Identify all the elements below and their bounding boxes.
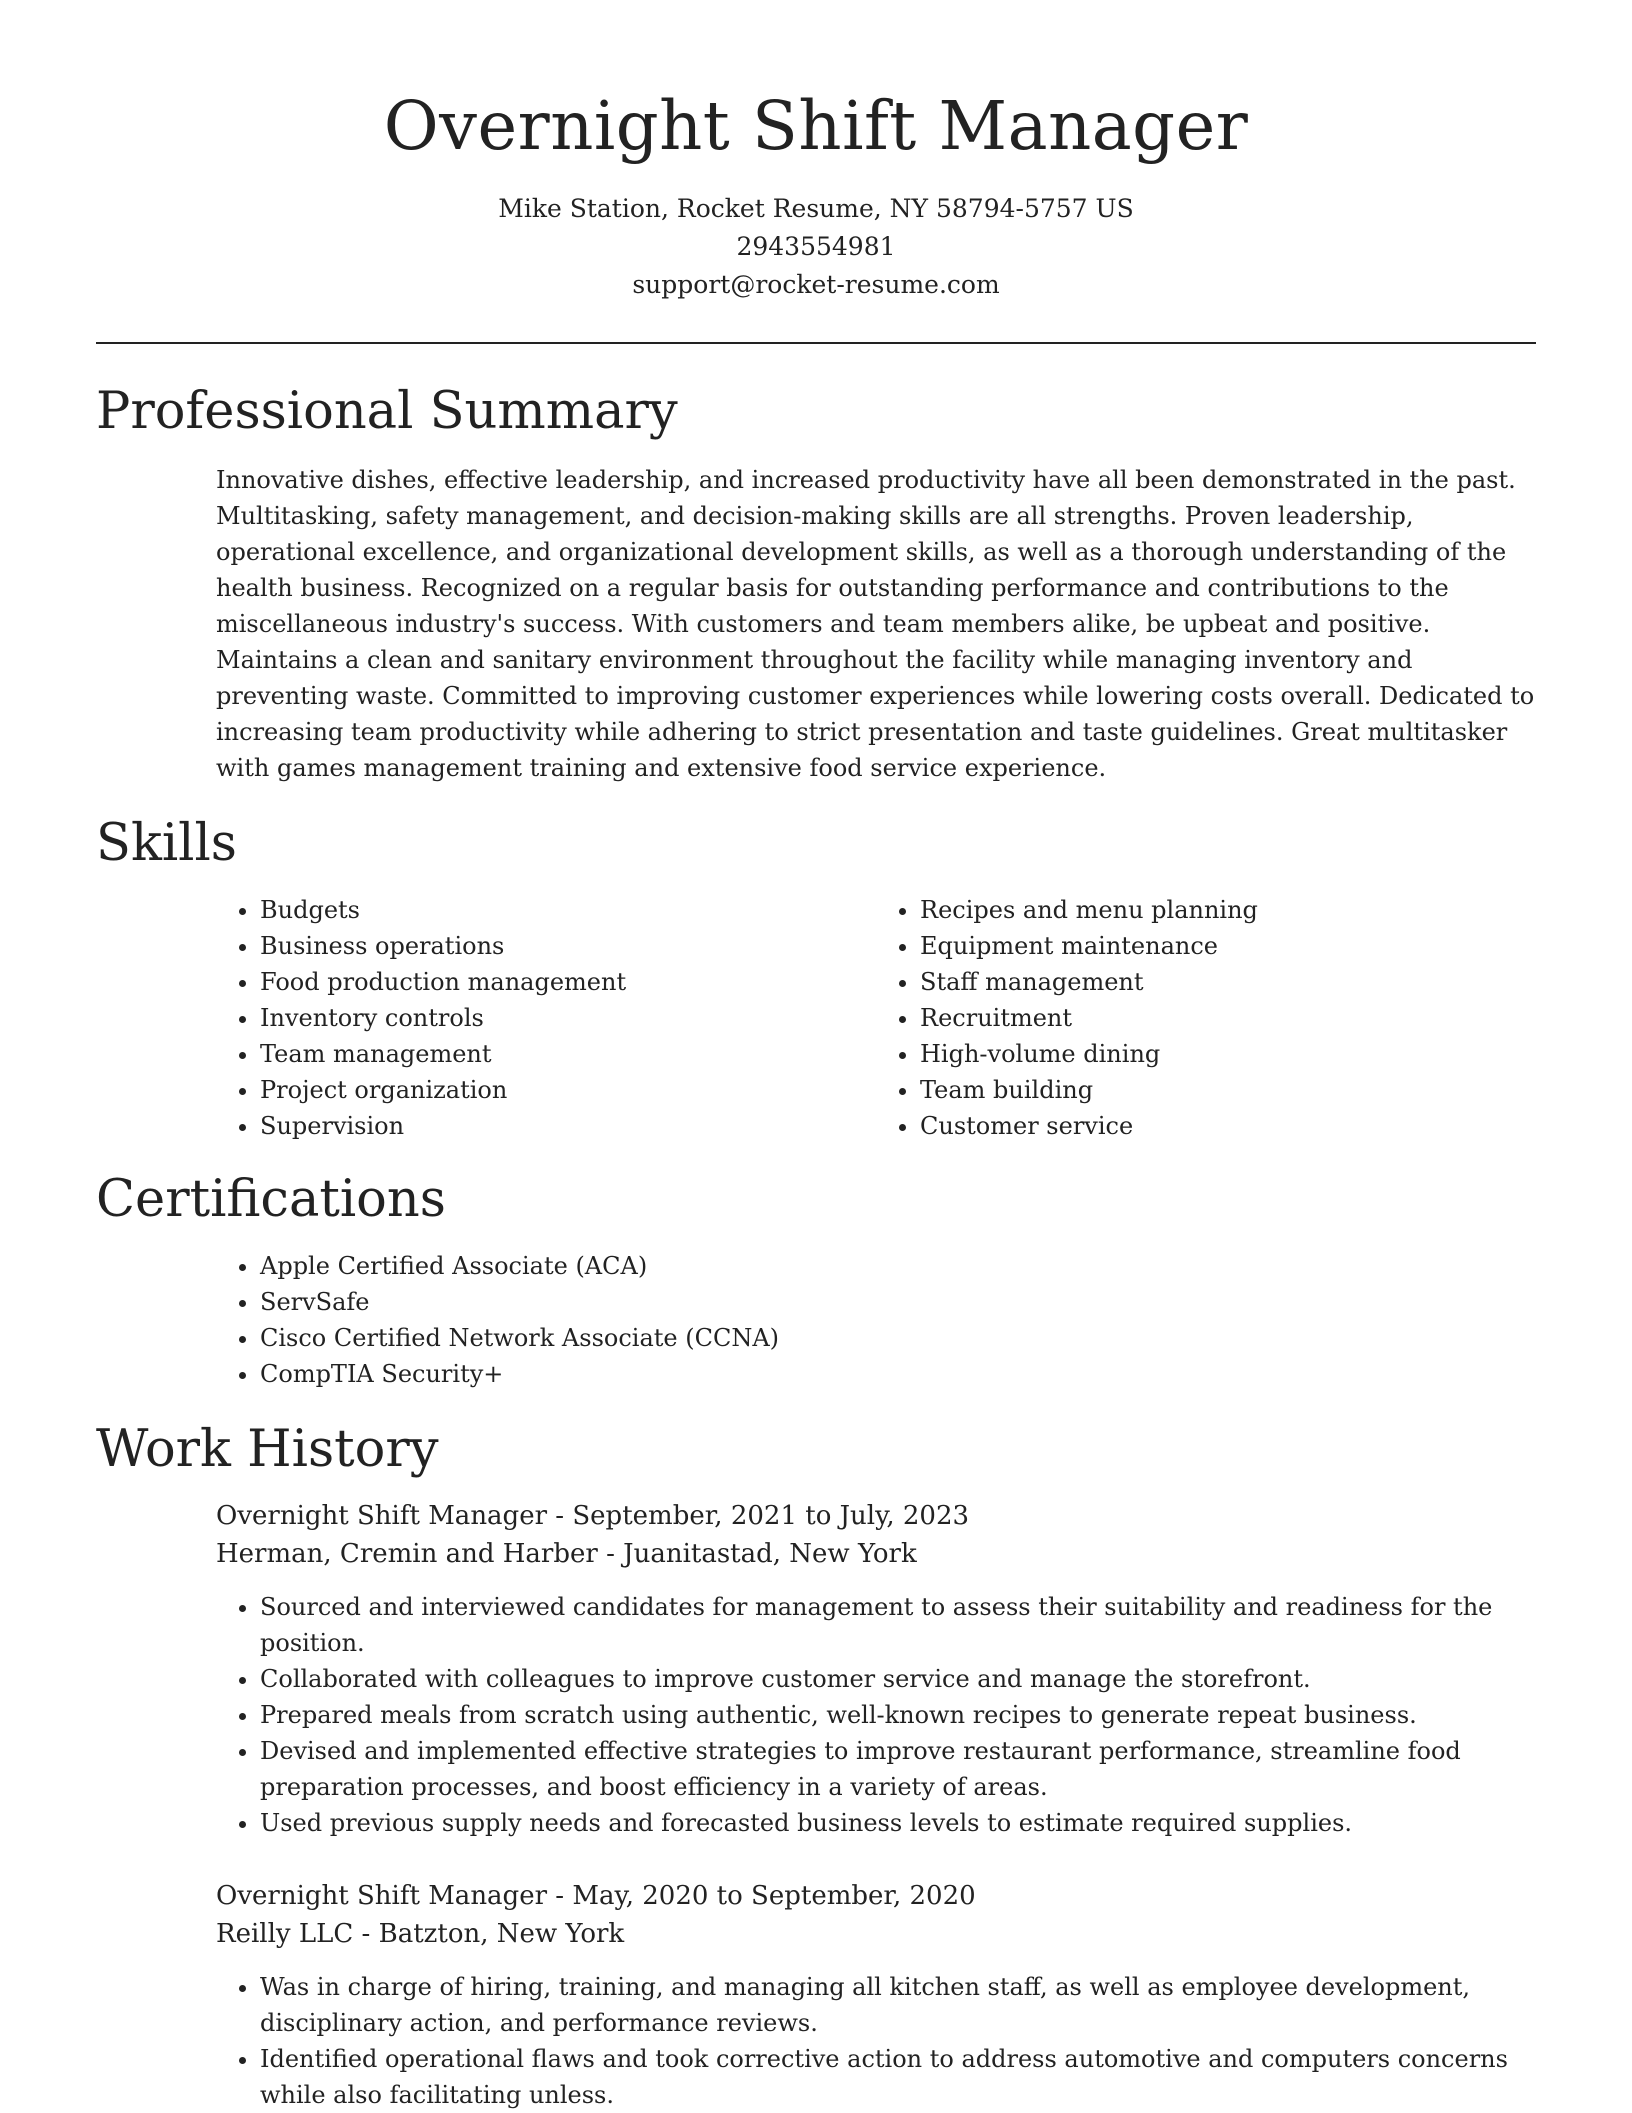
- header-divider: [96, 342, 1536, 344]
- certification-item: • ServSafe: [260, 1284, 910, 1320]
- summary-text: Innovative dishes, effective leadership, and increased productivity have all been demonstrated in the past. Multitasking, safety management, and decision-making skills are all strengths. Proven leadership, operational excellence, and organizational development skills, as well as a thorough understanding of the health business. Recognized on a regular basis for outstanding performance and contributions to the miscellaneous industry's success. With customers and team members alike, be upbeat and positive. Maintains a clean and sanitary environment throughout the facility while managing inventory and preventing waste. Committed to improving customer experiences while lowering costs overall. Dedicated to increasing team productivity while adhering to strict presentation and taste guidelines. Great multitasker with games management training and extensive food service experience.: [216, 466, 1535, 782]
- job-company: Herman, Cremin and Harber: [216, 1539, 598, 1569]
- job-bullet: • Sourced and interviewed candidates for management to assess their suitability and readiness for the position.: [260, 1589, 1536, 1661]
- skill-item: • Equipment maintenance: [920, 928, 1536, 964]
- job-bullet: • Identified operational flaws and took corrective action to address automotive and computers concerns while also facilitating unless.: [260, 2041, 1536, 2113]
- certifications-list: [216, 1248, 1536, 1392]
- separator: -: [547, 1881, 573, 1911]
- skill-item: • Project organization: [260, 1072, 876, 1108]
- certification-item: • CompTIA Security+: [260, 1356, 910, 1392]
- job-title-line: [216, 1877, 1536, 1915]
- skills-column-left: [216, 892, 876, 1144]
- job-company-line: [216, 1915, 1536, 1953]
- skills-heading: Skills: [96, 814, 237, 873]
- job-company: Reilly LLC: [216, 1919, 354, 1949]
- separator: -: [597, 1539, 624, 1569]
- job-title: Overnight Shift Manager: [216, 1501, 548, 1531]
- job-bullet: • Used previous supply needs and forecasted business levels to estimate required supplies.: [260, 1805, 1536, 1841]
- job-entry: [216, 1877, 1536, 2113]
- job-bullets: [216, 1969, 1536, 2113]
- job-location: Batzton, New York: [378, 1919, 625, 1949]
- skill-item: • Recruitment: [920, 1000, 1536, 1036]
- job-title: Overnight Shift Manager: [216, 1881, 548, 1911]
- job-dates: September, 2021 to July, 2023: [572, 1501, 970, 1531]
- job-bullet: • Devised and implemented effective strategies to improve restaurant performance, streamline food preparation processes, and boost efficiency in a variety of areas.: [260, 1733, 1536, 1805]
- skill-item: • Business operations: [260, 928, 876, 964]
- certification-item: • Apple Certified Associate (ACA): [260, 1248, 910, 1284]
- resume-header: [0, 0, 1632, 304]
- skill-item: • High-volume dining: [920, 1036, 1536, 1072]
- certifications-items: [216, 1248, 910, 1392]
- summary-heading: Professional Summary: [96, 382, 678, 441]
- certification-item: • Cisco Certified Network Associate (CCNA): [260, 1320, 910, 1356]
- job-bullet: • Prepared meals from scratch using authentic, well-known recipes to generate repeat business.: [260, 1697, 1536, 1733]
- job-entry: [216, 1497, 1536, 1841]
- job-dates: May, 2020 to September, 2020: [572, 1881, 976, 1911]
- skill-item: • Budgets: [260, 892, 876, 928]
- skill-item: • Inventory controls: [260, 1000, 876, 1036]
- job-title-line: [216, 1497, 1536, 1535]
- skill-item: • Recipes and menu planning: [920, 892, 1536, 928]
- job-bullet: • Was in charge of hiring, training, and managing all kitchen staff, as well as employee development, disciplinary action, and performance reviews.: [260, 1969, 1536, 2041]
- skills-column-right: [876, 892, 1536, 1144]
- work-history-heading: Work History: [96, 1420, 439, 1479]
- job-company-line: [216, 1535, 1536, 1573]
- skill-item: • Staff management: [920, 964, 1536, 1000]
- contact-email: support@rocket-resume.com: [632, 270, 1000, 299]
- job-bullets: [216, 1589, 1536, 1841]
- skills-list: [216, 892, 1536, 1144]
- skill-item: • Team building: [920, 1072, 1536, 1108]
- separator: -: [353, 1919, 379, 1949]
- skill-item: • Customer service: [920, 1108, 1536, 1144]
- skill-item: • Supervision: [260, 1108, 876, 1144]
- contact-phone: 2943554981: [736, 232, 896, 261]
- contact-info: [0, 190, 1632, 304]
- candidate-name: Overnight Shift Manager: [383, 87, 1249, 165]
- job-bullet: • Collaborated with colleagues to improve customer service and manage the storefront.: [260, 1661, 1536, 1697]
- skill-item: • Team management: [260, 1036, 876, 1072]
- certifications-heading: Certifications: [96, 1170, 446, 1229]
- skill-item: • Food production management: [260, 964, 876, 1000]
- job-location: Juanitastad, New York: [623, 1539, 917, 1569]
- separator: -: [547, 1501, 573, 1531]
- skills-grid: [216, 892, 1536, 1144]
- contact-address: Mike Station, Rocket Resume, NY 58794-5757 US: [498, 194, 1134, 223]
